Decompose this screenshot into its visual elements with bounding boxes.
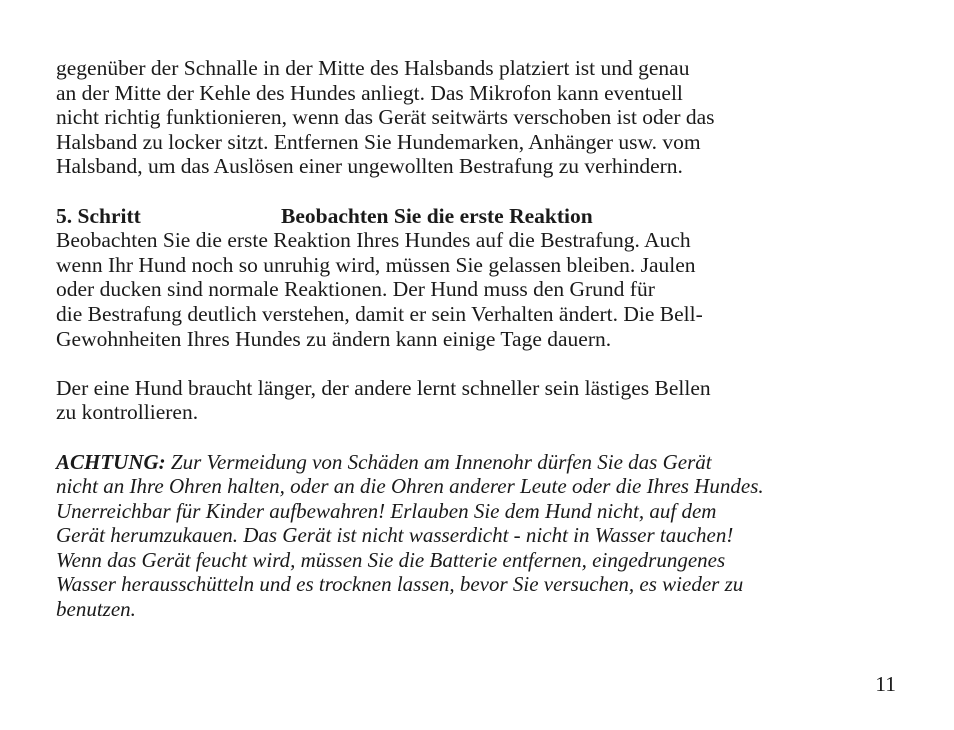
step-number: 5. Schritt xyxy=(56,203,141,228)
intro-paragraph: gegenüber der Schnalle in der Mitte des Halsbands platziert ist und genau an der Mitte der Kehle des Hundes anliegt. Das Mikrofon kann eventuell nicht richtig funktionieren, wenn das Gerät seitwärts verschoben ist oder das Halsband zu locker sitzt. Entfernen Sie Hundemarken, Anhänger usw. vom Halsband, um das Auslösen einer ungewollten Bestrafung zu verhindern. xyxy=(56,56,715,179)
reaction-paragraph: Beobachten Sie die erste Reaktion Ihres Hundes auf die Bestrafung. Auch wenn Ihr Hund noch so unruhig wird, müssen Sie gelassen bleiben. Jaulen oder ducken sind normale Reaktionen. Der Hund muss den Grund für die Bestrafung deutlich verstehen, damit er sein Verhalten ändert. Die Bell- Gewohnheiten Ihres Hundes zu ändern kann einige Tage dauern. xyxy=(56,228,703,351)
document-page xyxy=(56,56,906,622)
spacer xyxy=(56,351,906,376)
duration-paragraph: Der eine Hund braucht länger, der andere lernt schneller sein lästiges Bellen zu kontrollieren. xyxy=(56,375,711,425)
warning-label: ACHTUNG: xyxy=(56,449,166,474)
warning-paragraph xyxy=(56,450,906,622)
page-number: 11 xyxy=(875,672,896,696)
spacer xyxy=(56,425,906,450)
spacer xyxy=(56,179,906,204)
step-title: Beobachten Sie die erste Reaktion xyxy=(281,203,593,228)
warning-text: Zur Vermeidung von Schäden am Innenohr dürfen Sie das Gerät nicht an Ihre Ohren halten, oder an die Ohren anderer Leute oder die Ihres Hundes. Unerreichbar für Kinder aufbewahren! Erlauben Sie dem Hund nicht, auf dem Gerät herumzukauen. Das Gerät ist nicht wasserdicht - nicht in Wasser tauchen! Wenn das Gerät feucht wird, müssen Sie die Batterie entfernen, eingedrungenes Wasser herausschütteln und es trocknen lassen, bevor Sie versuchen, es wieder zu benutzen. xyxy=(56,449,764,622)
step-heading xyxy=(56,204,906,229)
